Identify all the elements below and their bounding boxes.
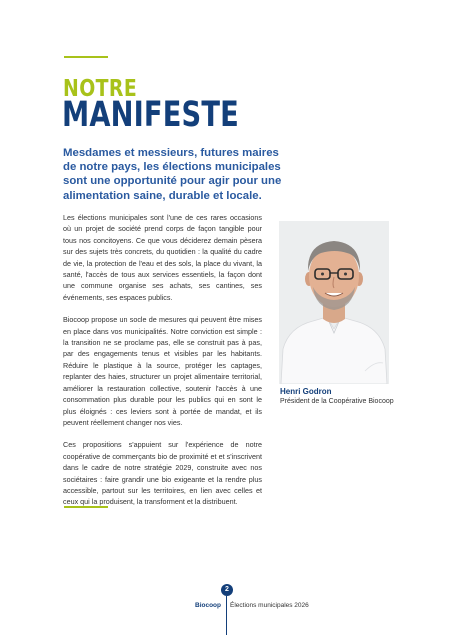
footer-title: Élections municipales 2026 — [230, 602, 309, 609]
footer-brand: Biocoop — [195, 602, 221, 609]
page-number-badge: 2 — [221, 584, 233, 596]
portrait-photo — [279, 221, 389, 384]
page-title: MANIFESTE — [62, 95, 239, 135]
title-line-1: NOTRE — [63, 76, 138, 102]
caption-name: Henri Godron — [280, 387, 332, 396]
caption-role: Président de la Coopérative Biocoop — [280, 398, 394, 405]
lead-paragraph: Mesdames et messieurs, futures maires de notre pays, les élections municipales sont une opportunité pour agir pour une alimentation saine, durable et locale. — [63, 147, 282, 202]
portrait-illustration — [279, 221, 389, 384]
body-paragraph-1: Les élections municipales sont l'une de ces rares occasions où un projet de société prend corps de façon tangible pour tous nos concitoyens. Ce que vous déciderez demain pèsera sur des sujets très concrets, du quotidien : la qualité du cadre de vie, la protection de l'eau et des sols, la place du vivant, la santé, l'accès de tous aux services essentiels, la façon dont une commune organise ses achats, ses cantines, ses événements, ses espaces publics. — [63, 213, 262, 302]
top-accent-rule — [64, 56, 108, 58]
body-paragraph-2: Biocoop propose un socle de mesures qui peuvent être mises en place dans vos municipalités. Notre conviction est simple : la transition ne se proclame pas, elle se construit pas à pas, par des engagements tenus et visibles par les habitants. Réduire le plastique à la source, protéger les captages, replanter des haies, structurer un projet alimentaire territorial, améliorer la restauration collective, soutenir l'accès à une consommation plus durable pour les publics qui en sont le plus éloignés : ces leviers sont à portée de mandat, et ils peuvent réellement changer nos vies. — [63, 315, 262, 427]
body-paragraph-3: Ces propositions s'appuient sur l'expérience de notre coopérative de commerçants bio de proximité et et s'inscrivent dans le cadre de notre stratégie 2029, construite avec nos sociétaires : faire grandir une bio exigeante et la rendre plus accessible, partout sur les territoires, en lien avec celles et ceux qui la produisent, la transforment et la distribuent. — [63, 440, 262, 507]
body-text — [63, 212, 262, 519]
bottom-accent-rule — [64, 506, 108, 508]
footer-divider — [226, 596, 227, 635]
